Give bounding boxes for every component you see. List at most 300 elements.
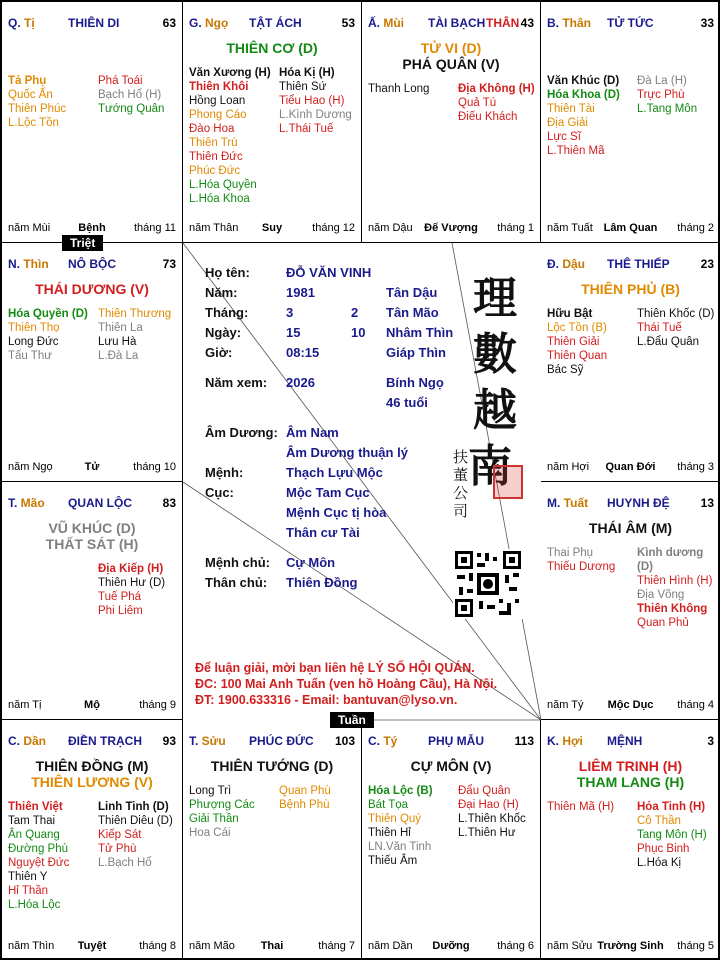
- palace-branch: [189, 16, 228, 30]
- palace-footer: [547, 461, 714, 475]
- minor-star: Thiên Không: [637, 603, 708, 615]
- seal-char-4: 司: [453, 502, 469, 520]
- branch-name: Thân: [562, 16, 592, 30]
- minor-star: LN.Văn Tinh: [368, 841, 432, 853]
- minor-star: Thiên Quan: [547, 350, 608, 362]
- palace-footer: [8, 222, 176, 236]
- palace-header: [8, 734, 176, 750]
- palace-mao[interactable]: [2, 482, 183, 720]
- minor-star: Tử Phù: [98, 843, 137, 855]
- branch-name: Hợi: [562, 734, 583, 748]
- main-stars: [362, 40, 540, 72]
- minor-star: Tam Thai: [8, 815, 56, 827]
- minor-star: Địa Kiếp (H): [98, 563, 164, 575]
- minor-star: Thiên Sứ: [279, 81, 327, 93]
- main-star: PHÁ QUÂN (V): [402, 56, 500, 72]
- main-stars: [2, 758, 182, 790]
- main-stars: [183, 40, 361, 56]
- calligraphy-char-2: 數: [473, 329, 517, 380]
- minor-star: Đẩu Quân: [458, 785, 511, 797]
- palace-footer: [8, 940, 176, 954]
- palace-number: 23: [700, 257, 714, 271]
- minor-star: Thái Tuế: [637, 322, 682, 334]
- palace-branch: [547, 734, 583, 748]
- main-star: THÁI DƯƠNG (V): [35, 281, 149, 297]
- footer-year: năm Mão: [189, 940, 235, 952]
- branch-prefix: T.: [189, 734, 202, 748]
- minor-star: L.Thiên Mã: [547, 145, 605, 157]
- year-canchi: Tân Dậu: [386, 285, 438, 300]
- minor-star: Hóa Kị (H): [279, 67, 335, 79]
- minor-star: L.Bạch Hổ: [98, 857, 152, 869]
- stars-right: [637, 307, 714, 349]
- palace-header: [547, 496, 714, 512]
- minor-star: Kình dương (D): [637, 547, 704, 573]
- stars-right: [98, 74, 164, 116]
- palace-header: [8, 496, 176, 512]
- palace-mui[interactable]: [362, 2, 541, 243]
- footer-month: tháng 2: [677, 222, 714, 234]
- footer-year: năm Tị: [8, 699, 42, 711]
- palace-footer: [8, 461, 176, 475]
- minor-star: Tướng Quân: [98, 103, 165, 115]
- minor-star: Đà La (H): [637, 75, 687, 87]
- minor-star: Thiếu Dương: [547, 561, 616, 573]
- footer-stage: Mộc Dục: [607, 699, 654, 711]
- minor-star: Bệnh Phù: [279, 799, 330, 811]
- minor-star: Bát Tọa: [368, 799, 409, 811]
- minor-star: Lực Sĩ: [547, 131, 581, 143]
- minor-star: Thiên Mã (H): [547, 801, 615, 813]
- branch-prefix: T.: [8, 496, 21, 510]
- footer-stage: Trường Sinh: [597, 940, 664, 952]
- day-canchi: Nhâm Thìn: [386, 325, 454, 340]
- branch-prefix: M.: [547, 496, 564, 510]
- footer-month: tháng 5: [677, 940, 714, 952]
- minor-star: Tấu Thư: [8, 350, 52, 362]
- day-label: Ngày:: [205, 325, 242, 340]
- palace-branch: [8, 734, 46, 748]
- yinyang-label: Âm Dương:: [205, 425, 278, 440]
- palace-than[interactable]: [541, 2, 720, 243]
- minor-star: Địa Giải: [547, 117, 588, 129]
- minor-star: Thiên Hư (D): [98, 577, 166, 589]
- name-label: [205, 265, 250, 280]
- palace-header: [189, 16, 355, 32]
- minor-star: Phượng Các: [189, 799, 255, 811]
- hour-value: 08:15: [286, 345, 320, 360]
- footer-month: tháng 12: [312, 222, 355, 234]
- minor-star: L.Đà La: [98, 350, 139, 362]
- footer-year: năm Ngọ: [8, 461, 53, 473]
- palace-footer: [547, 940, 714, 954]
- footer-month: tháng 1: [497, 222, 534, 234]
- palace-branch: [189, 734, 226, 748]
- minor-star: L.Thiên Hư: [458, 827, 516, 839]
- palace-header: [547, 257, 714, 273]
- footer-stage: Mộ: [84, 699, 100, 711]
- palace-number: 3: [707, 734, 714, 748]
- palace-footer: [547, 699, 714, 713]
- palace-ty[interactable]: [362, 720, 541, 960]
- palace-branch: [368, 734, 397, 748]
- minor-star: Nguyệt Đức: [8, 857, 70, 869]
- palace-number: 13: [700, 496, 714, 510]
- footer-stage: Thai: [260, 940, 284, 952]
- footer-year: năm Thìn: [8, 940, 55, 952]
- minor-star: Linh Tinh (D): [98, 801, 169, 813]
- palace-footer: [189, 222, 355, 236]
- branch-name: Sửu: [201, 734, 226, 748]
- minor-star: Hồng Loan: [189, 95, 246, 107]
- palace-dau[interactable]: [541, 243, 720, 482]
- footer-stage: Dưỡng: [432, 940, 470, 952]
- footer-stage: Tử: [84, 461, 100, 473]
- palace-name: QUAN LỘC: [68, 496, 132, 510]
- footer-year: năm Thân: [189, 222, 239, 234]
- minor-star: Thiên Khốc (D): [637, 308, 715, 320]
- stars-right: [458, 784, 526, 840]
- footer-month: tháng 8: [139, 940, 176, 952]
- seal-char-1: 扶: [453, 448, 469, 466]
- contact-line-3: ĐT: 1900.633316 - Email: bantuvan@lyso.vn.: [195, 693, 458, 707]
- footer-year: năm Dậu: [368, 222, 413, 234]
- qr-code[interactable]: [453, 549, 523, 619]
- palace-ti[interactable]: [2, 2, 183, 243]
- footer-year: năm Tuất: [547, 222, 593, 234]
- stars-left: [547, 307, 607, 377]
- minor-star: Hóa Lộc (B): [368, 785, 433, 797]
- age-value: 46 tuổi: [386, 395, 428, 410]
- footer-year: năm Hợi: [547, 461, 590, 473]
- branch-prefix: Q.: [8, 16, 25, 30]
- minor-star: Thiên Hỉ: [368, 827, 411, 839]
- footer-month: tháng 6: [497, 940, 534, 952]
- minor-star: L.Thái Tuế: [279, 123, 334, 135]
- minor-star: Quan Phủ: [637, 617, 689, 629]
- stars-right: [98, 800, 173, 870]
- palace-footer: [368, 940, 534, 954]
- footer-month: tháng 7: [318, 940, 355, 952]
- minor-star: Tả Phụ: [8, 75, 47, 87]
- calligraphy-char-3: 越: [473, 385, 517, 436]
- footer-year: năm Dần: [368, 940, 413, 952]
- minor-star: L.Hóa Khoa: [189, 193, 250, 205]
- stars-right: [637, 546, 720, 630]
- yinyang-value: Âm Nam: [286, 425, 339, 440]
- branch-prefix: G.: [189, 16, 206, 30]
- branch-prefix: C.: [8, 734, 24, 748]
- minor-star: Kiếp Sát: [98, 829, 142, 841]
- branch-name: Tuất: [563, 496, 589, 510]
- minor-star: Tang Môn (H): [637, 829, 707, 841]
- calligraphy-char-4: 南: [468, 441, 512, 492]
- minor-star: Quốc Ấn: [8, 89, 53, 101]
- footer-month: tháng 3: [677, 461, 714, 473]
- palace-name: PHỤ MẪU: [428, 734, 484, 748]
- palace-name: MỆNH: [607, 734, 643, 748]
- minor-star: Long Trì: [189, 785, 232, 797]
- branch-prefix: B.: [547, 16, 563, 30]
- view-year-value: 2026: [286, 375, 315, 390]
- footer-year: năm Sửu: [547, 940, 593, 952]
- palace-header: [368, 16, 534, 32]
- palace-header: [368, 734, 534, 750]
- menh-value: Thạch Lựu Mộc: [286, 465, 383, 480]
- main-star: THIÊN ĐỒNG (M): [35, 758, 149, 774]
- cuc-value: Mộc Tam Cục: [286, 485, 370, 500]
- footer-stage: Suy: [261, 222, 283, 234]
- minor-star: Thiên Giải: [547, 336, 600, 348]
- thanchu-label: Thân chủ:: [205, 575, 268, 590]
- contact-line-1: Để luận giải, mời bạn liên hệ LÝ SỐ HỘI QUÁN.: [195, 661, 475, 675]
- minor-star: Phong Cáo: [189, 109, 247, 121]
- branch-name: Ngọ: [205, 16, 229, 30]
- palace-suu[interactable]: [183, 720, 362, 960]
- minor-star: Thiếu Âm: [368, 855, 418, 867]
- stars-left: [547, 546, 615, 574]
- minor-star: Phi Liêm: [98, 605, 143, 617]
- minor-star: Thiên Tài: [547, 103, 595, 115]
- palace-number: 53: [341, 16, 355, 30]
- main-star: THẤT SÁT (H): [45, 536, 139, 552]
- branch-prefix: C.: [368, 734, 384, 748]
- palace-branch: [547, 496, 588, 510]
- minor-star: L.Tang Môn: [637, 103, 698, 115]
- minor-star: Điếu Khách: [458, 111, 518, 123]
- minor-star: Thiên Việt: [8, 801, 63, 813]
- hour-canchi: Giáp Thìn: [386, 345, 446, 360]
- minor-star: Địa Không (H): [458, 83, 535, 95]
- branch-prefix: K.: [547, 734, 563, 748]
- main-star: VŨ KHÚC (D): [48, 520, 136, 536]
- stars-left: [8, 307, 88, 363]
- branch-name: Mão: [20, 496, 45, 510]
- palace-header: [8, 257, 176, 273]
- minor-star: Thiên Diêu (D): [98, 815, 173, 827]
- palace-footer: [8, 699, 176, 713]
- main-star: THIÊN PHỦ (B): [581, 281, 680, 297]
- main-stars: [541, 281, 720, 297]
- stars-left: [368, 82, 429, 96]
- stars-right: [279, 66, 352, 136]
- palace-branch: [8, 257, 49, 271]
- main-star: TỬ VI (D): [420, 40, 482, 56]
- main-star: CỰ MÔN (V): [410, 758, 492, 774]
- palace-branch: [547, 257, 585, 271]
- name-label-text: Họ tên:: [205, 265, 250, 280]
- footer-month: tháng 10: [133, 461, 176, 473]
- seal-char-3: 公: [453, 484, 469, 502]
- view-year-label: Năm xem:: [205, 375, 268, 390]
- minor-star: Thiên La: [98, 322, 143, 334]
- minor-star: Hóa Khoa (D): [547, 89, 620, 101]
- main-stars: [2, 520, 182, 552]
- seal-char-2: 董: [453, 466, 469, 484]
- minor-star: L.Đẩu Quân: [637, 336, 700, 348]
- stars-left: [368, 784, 433, 868]
- minor-star: Quả Tú: [458, 97, 497, 109]
- year-value: 1981: [286, 285, 315, 300]
- stars-left: [8, 74, 66, 130]
- minor-star: L.Hóa Kị: [637, 857, 682, 869]
- footer-stage: Tuyệt: [77, 940, 107, 952]
- footer-year: năm Mùi: [8, 222, 51, 234]
- palace-header: [547, 16, 714, 32]
- minor-star: Địa Võng: [637, 589, 685, 601]
- palace-name: TỬ TỨC: [607, 16, 654, 30]
- hour-label: Giờ:: [205, 345, 233, 360]
- minor-star: Thiên Đức: [189, 151, 243, 163]
- palace-number: 113: [514, 734, 534, 748]
- palace-header: [547, 734, 714, 750]
- minor-star: Thiên Trù: [189, 137, 238, 149]
- palace-ngo[interactable]: [183, 2, 362, 243]
- minor-star: Lộc Tồn (B): [547, 322, 607, 334]
- palace-name: THÊ THIẾP: [607, 257, 670, 271]
- minor-star: Hỉ Thần: [8, 885, 49, 897]
- center-info: [183, 243, 541, 720]
- minor-star: L.Lộc Tồn: [8, 117, 59, 129]
- palace-number: 33: [700, 16, 714, 30]
- minor-star: L.Hóa Quyền: [189, 179, 257, 191]
- palace-name: ĐIỀN TRẠCH: [68, 734, 142, 748]
- palace-number: 83: [162, 496, 176, 510]
- minor-star: Phá Toái: [98, 75, 143, 87]
- palace-header: [189, 734, 355, 750]
- branch-name: Dậu: [562, 257, 586, 271]
- name-value: ĐỖ VĂN VINH: [286, 265, 372, 280]
- palace-hoi[interactable]: [541, 720, 720, 960]
- palace-number: 43: [520, 16, 534, 30]
- palace-number: 103: [334, 734, 355, 748]
- stars-left: [547, 800, 614, 814]
- main-star: LIÊM TRINH (H): [578, 758, 683, 774]
- minor-star: Thiên Hình (H): [637, 575, 713, 587]
- minor-star: Thiên Thương: [98, 308, 172, 320]
- contact-line-2: ĐC: 100 Mai Anh Tuấn (ven hồ Hoàng Cầu), Hà Nội.: [195, 677, 498, 691]
- cuc-label: Cục:: [205, 485, 234, 500]
- day-lunar: 10: [351, 325, 366, 340]
- year-label: Năm:: [205, 285, 238, 300]
- stars-right: [98, 307, 171, 363]
- minor-star: L.Kình Dương: [279, 109, 352, 121]
- branch-name: Mùi: [383, 16, 405, 30]
- palace-number: 93: [162, 734, 176, 748]
- minor-star: Phúc Đức: [189, 165, 241, 177]
- branch-name: Thìn: [23, 257, 49, 271]
- menhchu-value: Cự Môn: [286, 555, 336, 570]
- palace-footer: [547, 222, 714, 236]
- month-canchi: Tân Mão: [386, 305, 439, 320]
- footer-month: tháng 9: [139, 699, 176, 711]
- menhchu-label: Mệnh chủ:: [205, 555, 270, 570]
- palace-branch: [8, 496, 45, 510]
- minor-star: Trực Phù: [637, 89, 685, 101]
- minor-star: Văn Khúc (D): [547, 75, 620, 87]
- branch-prefix: N.: [8, 257, 24, 271]
- minor-star: L.Thiên Khốc: [458, 813, 526, 825]
- palace-branch: [8, 16, 35, 30]
- minor-star: Thiên Quý: [368, 813, 422, 825]
- month-value: 3: [286, 305, 294, 320]
- month-lunar: 2: [351, 305, 359, 320]
- palace-name: PHÚC ĐỨC: [249, 734, 314, 748]
- minor-star: Hoa Cái: [189, 827, 231, 839]
- palace-footer: [368, 222, 534, 236]
- calligraphy-char-1: 理: [473, 273, 517, 324]
- minor-star: Lưu Hà: [98, 336, 137, 348]
- stars-right: [458, 82, 535, 124]
- stars-left: [547, 74, 620, 158]
- footer-stage: Bệnh: [78, 222, 106, 234]
- red-seal: [493, 465, 523, 499]
- palace-name: THIÊN DI: [68, 16, 120, 30]
- cuc-value-2: Mệnh Cục tị hòa: [286, 505, 387, 520]
- view-year-canchi: Bính Ngọ: [386, 375, 444, 390]
- minor-star: Thiên Phúc: [8, 103, 67, 115]
- minor-star: Đường Phù: [8, 843, 68, 855]
- main-star: THIÊN TƯỚNG (D): [210, 758, 334, 774]
- thanchu-value: Thiên Đồng: [286, 575, 358, 590]
- stars-left: [189, 66, 271, 206]
- main-star: THÁI ÂM (M): [588, 520, 673, 536]
- branch-name: Dần: [23, 734, 47, 748]
- palace-number: 73: [162, 257, 176, 271]
- palace-thin[interactable]: [2, 243, 183, 482]
- footer-stage: Đế Vượng: [424, 222, 478, 234]
- menh-label: Mệnh:: [205, 465, 244, 480]
- main-stars: [183, 758, 361, 774]
- minor-star: Thanh Long: [368, 83, 430, 95]
- tuan-tag: Tuần: [330, 712, 374, 728]
- palace-name: TẬT ÁCH: [249, 16, 302, 30]
- month-label: Tháng:: [205, 305, 249, 320]
- main-star: THIÊN LƯƠNG (V): [31, 774, 153, 790]
- palace-number: 63: [162, 16, 176, 30]
- footer-month: tháng 4: [677, 699, 714, 711]
- main-stars: [362, 758, 540, 774]
- footer-stage: Lâm Quan: [603, 222, 658, 234]
- yinyang-value-2: Âm Dương thuận lý: [286, 445, 408, 460]
- minor-star: Đào Hoa: [189, 123, 235, 135]
- minor-star: Cô Thần: [637, 815, 681, 827]
- minor-star: Ân Quang: [8, 829, 60, 841]
- main-stars: [2, 281, 182, 297]
- palace-name: NÔ BỘC: [68, 257, 116, 271]
- palace-than-marker: THÂN: [486, 16, 520, 30]
- minor-star: Quan Phù: [279, 785, 331, 797]
- main-stars: [541, 758, 720, 790]
- minor-star: Tuế Phá: [98, 591, 142, 603]
- footer-stage: Quan Đới: [605, 461, 656, 473]
- palace-footer: [189, 940, 355, 954]
- branch-name: Tý: [383, 734, 398, 748]
- footer-year: năm Tý: [547, 699, 584, 711]
- minor-star: Hóa Quyền (D): [8, 308, 88, 320]
- palace-name: TÀI BẠCH: [428, 16, 486, 30]
- minor-star: Bác Sỹ: [547, 364, 584, 376]
- branch-prefix: Đ.: [547, 257, 563, 271]
- stars-left: [8, 800, 69, 912]
- palace-branch: [547, 16, 591, 30]
- minor-star: Đại Hao (H): [458, 799, 519, 811]
- footer-month: tháng 11: [133, 222, 176, 234]
- stars-right: [637, 800, 707, 870]
- minor-star: Tiểu Hao (H): [279, 95, 345, 107]
- palace-tuat[interactable]: [541, 482, 720, 720]
- palace-dan[interactable]: [2, 720, 183, 960]
